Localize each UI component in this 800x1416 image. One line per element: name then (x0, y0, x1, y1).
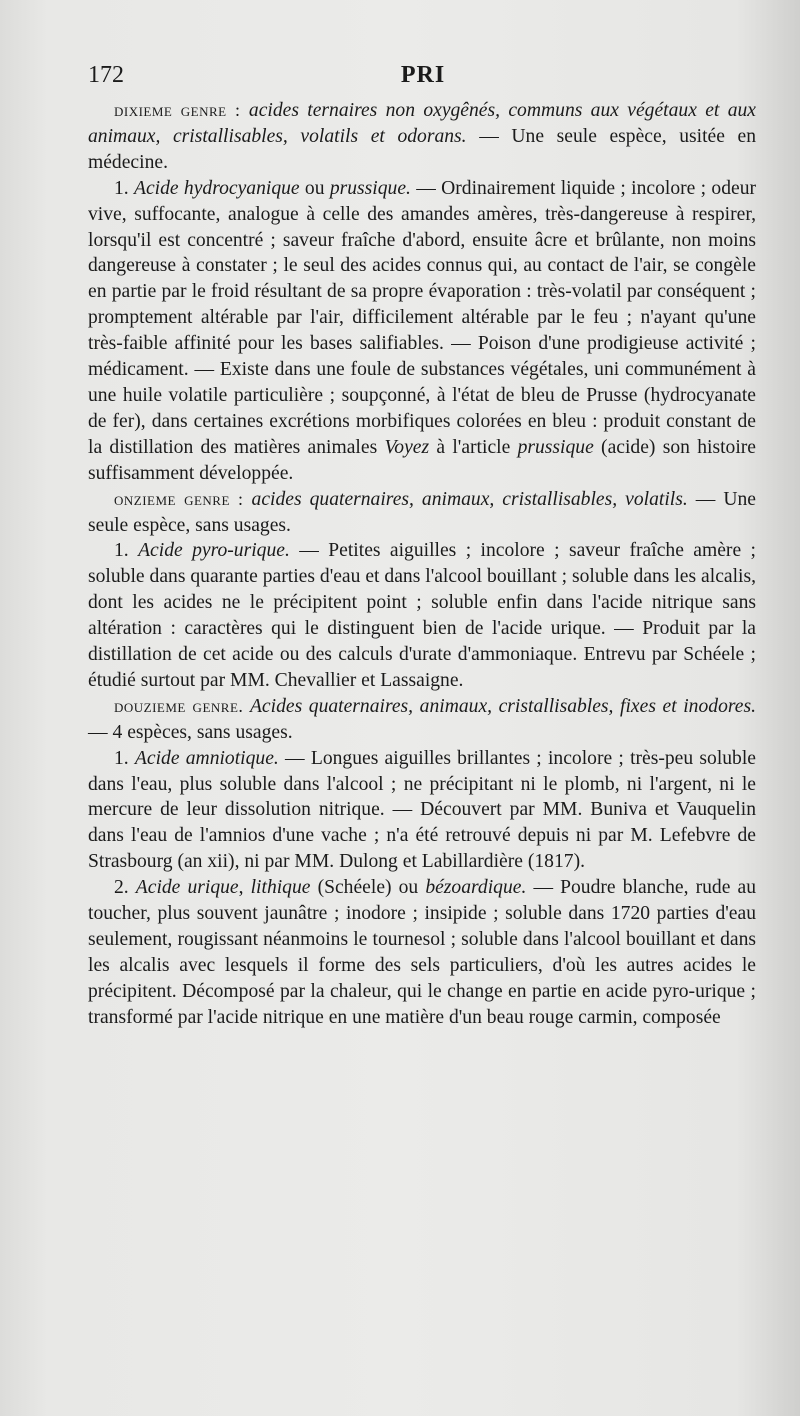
text-run: 1. (114, 177, 134, 199)
text-run: — 4 espèces, sans usages. (88, 721, 293, 743)
text-run: (Schéele) ou (310, 877, 426, 899)
italic-term: Acide amniotique. (134, 747, 279, 769)
running-title: PRI (400, 62, 446, 88)
text-run: — Ordinairement liquide ; incolore ; odeur vive, suffocante, analogue à celle des amandes amères, très-dangereuse à respirer, lorsqu'il est concentré ; saveur fraîche d'abord, ensuite âcre et brûlante, non moins dangereuse à constater ; le seul des acides connus qui, au contact de l'air, se congèle en partie par le froid résultant de sa propre évaporation : très-volatil par conséquent ; promptement altérable par l'air, difficilement altérable par le feu ; n'ayant qu'une très-faible affinité pour les bases salifiables. — Poison d'une prodigieuse activité ; médicament. — Existe dans une foule de substances végétales, uni communément à une huile volatile particulière ; soupçonné, à l'état de bleu de Prusse (hydrocyanate de fer), dans certaines excrétions morbifiques colorées en bleu : produit constant de la distillation des matières animales (88, 177, 757, 458)
text-run: 1. (114, 540, 139, 562)
text-run: 1. (114, 747, 135, 769)
italic-term: Voyez (384, 436, 430, 458)
text-run: 2. (114, 877, 136, 899)
text-run: — Une seule espèce, usitée en médecine. (88, 125, 756, 173)
body-text (88, 98, 756, 1031)
italic-term: Acide pyro-urique. (138, 540, 290, 562)
italic-term: bézoardique. (425, 877, 527, 899)
genre-label: douzieme genre. (114, 695, 244, 716)
text-run (243, 696, 250, 717)
species-paragraph (88, 176, 756, 487)
genre-label: dixieme genre : (114, 100, 241, 120)
text-run: — Longues aiguilles brillantes ; incolore ; très-peu soluble dans l'eau, plus soluble dans l'alcool ; ne précipitant ni le plomb, ni l'argent, ni le mercure de leur dissolution nitrique. — Découvert par MM. Buniva et Vauquelin dans l'eau de l'amnios d'une vache ; n'a été retrouvé depuis ni par M. Lefebvre de Strasbourg (an xii), ni par MM. Dulong et Labillardière (1817). (88, 747, 756, 873)
species-paragraph (88, 538, 756, 693)
italic-term: acides quaternaires, animaux, cristallisables, volatils. (251, 488, 688, 510)
text-run: (acide) son histoire suffisamment développée. (88, 436, 756, 484)
italic-term: lithique (250, 877, 311, 899)
text-run: — Poudre blanche, rude au toucher, plus souvent jaunâtre ; inodore ; insipide ; soluble dans 1720 parties d'eau seulement, rougissant néanmoins le tournesol ; soluble dans l'alcool bouillant et dans les alcalis avec lesquels il forme des sels particuliers, d'où les autres acides le précipitent. Décomposé par la chaleur, qui le change en partie en acide pyro-urique ; transformé par l'acide nitrique en une matière d'un beau rouge carmin, composée (88, 877, 757, 1028)
text-run: , (238, 877, 251, 899)
species-paragraph (88, 875, 756, 1030)
text-run: à l'article (429, 436, 518, 458)
page-header (88, 62, 758, 92)
page-number: 172 (88, 62, 124, 88)
genre-heading-paragraph (88, 487, 756, 539)
genre-label: onzieme genre : (114, 488, 244, 509)
italic-term: prussique (517, 436, 594, 458)
italic-term: Acide hydrocyanique (134, 177, 300, 199)
text-run (244, 489, 252, 510)
text-run: — Petites aiguilles ; incolore ; saveur fraîche amère ; soluble dans quarante parties d'eau et dans l'alcool bouillant ; soluble dans les alcalis, dont les acides ne le précipitent point ; soluble enfin dans l'acide nitrique sans altération : caractères qui le distinguent bien de l'acide urique. — Produit par la distillation de cet acide ou des calculs d'urate d'ammoniaque. Entrevu par Schéele ; étudié surtout par MM. Chevallier et Lassaigne. (88, 540, 756, 691)
italic-term: Acides quaternaires, animaux, cristallisables, fixes et inodores. (249, 695, 756, 717)
genre-heading-paragraph (88, 98, 756, 176)
text-run: — Une seule espèce, sans usages. (88, 488, 756, 536)
text-run: ou (299, 177, 330, 199)
italic-term: prussique. (329, 177, 411, 199)
species-paragraph (88, 746, 756, 876)
italic-term: acides ternaires non oxygênés, communs aux végétaux et aux animaux, cristallisables, volatils et odorans. (88, 100, 756, 147)
text-run (241, 100, 249, 121)
genre-heading-paragraph (88, 694, 756, 746)
italic-term: Acide urique (135, 877, 239, 899)
